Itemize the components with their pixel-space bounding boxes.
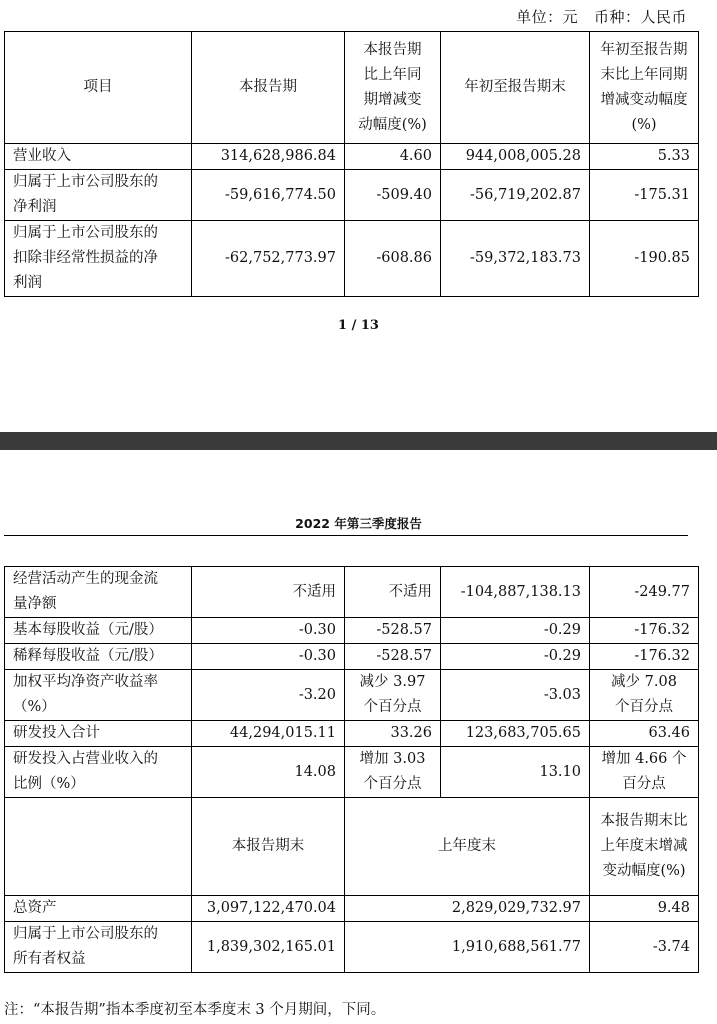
header-item: 项目 [5, 32, 192, 144]
cell-ytd: -3.03 [441, 670, 590, 721]
row-item [5, 670, 192, 721]
financial-table-page2 [4, 566, 699, 973]
cell-current-change [345, 144, 441, 170]
table-body-page1 [5, 144, 699, 297]
cell-line: 个百分点 [363, 776, 422, 792]
cell-line: 动幅度(%) [358, 116, 427, 133]
cell-line: 上年度末增减 [600, 838, 688, 854]
cell-period-end: 1,839,302,165.01 [192, 922, 345, 973]
table-body-page2 [5, 567, 699, 798]
cell-current-change [345, 747, 441, 798]
table-row [5, 747, 699, 798]
row-item [5, 922, 192, 973]
cell-current-change [345, 670, 441, 721]
cell-ytd-change [590, 644, 699, 670]
row-item [5, 170, 192, 221]
cell-line: -190.85 [634, 250, 690, 266]
cell-line: 所有者权益 [13, 951, 86, 967]
cell-period-end: 3,097,122,470.04 [192, 896, 345, 922]
cell-line: 研发投入合计 [13, 725, 100, 741]
cell-line: 净利润 [13, 199, 57, 215]
cell-line: -175.31 [634, 186, 690, 203]
cell-current-period: 314,628,986.84 [192, 144, 345, 170]
cell-current-change [345, 721, 441, 747]
cell-ytd: -59,372,183.73 [441, 221, 590, 297]
table-row [5, 670, 699, 721]
cell-line: 年初至报告期 [600, 41, 688, 58]
row-item [5, 721, 192, 747]
cell-line: 个百分点 [615, 699, 673, 715]
balance-header-prior-year-end: 上年度末 [345, 798, 590, 896]
cell-line: 归属于上市公司股东的 [13, 926, 158, 942]
cell-current-period: 14.08 [192, 747, 345, 798]
cell-line: -528.57 [376, 648, 432, 664]
page-separator [0, 432, 717, 450]
cell-current-change [345, 644, 441, 670]
table-row [5, 221, 699, 297]
row-item [5, 644, 192, 670]
cell-line: 不适用 [388, 583, 432, 600]
cell-line: 末比上年同期 [600, 66, 688, 83]
cell-line: （%） [13, 699, 56, 715]
cell-line: 利润 [13, 275, 42, 291]
cell-ytd: -104,887,138.13 [441, 567, 590, 618]
cell-line: -176.32 [634, 648, 690, 664]
currency-label: 币种：人民币 [593, 8, 687, 26]
cell-line: 本报告期末比 [600, 813, 688, 829]
title-underline [4, 535, 688, 536]
cell-line: -509.40 [376, 186, 432, 203]
row-item [5, 618, 192, 644]
balance-body [5, 896, 699, 973]
cell-line: 9.48 [657, 900, 690, 916]
header-ytd: 年初至报告期末 [441, 32, 590, 144]
header-ytd-change [590, 32, 699, 144]
cell-ytd-change [590, 221, 699, 297]
balance-header-item [5, 798, 192, 896]
report-title: 2022 年第三季度报告 [295, 516, 422, 531]
cell-ytd-change [590, 721, 699, 747]
row-item [5, 144, 192, 170]
cell-ytd: -0.29 [441, 618, 590, 644]
cell-line: 稀释每股收益（元/股） [13, 648, 163, 664]
financial-table-page1 [4, 31, 699, 297]
cell-ytd: -0.29 [441, 644, 590, 670]
balance-header-change [590, 798, 699, 896]
cell-line: 5.33 [657, 148, 690, 164]
cell-line: 减少 3.97 [359, 674, 426, 690]
cell-ytd-change [590, 747, 699, 798]
cell-line: 本报告期 [363, 41, 422, 58]
cell-line: 减少 7.08 [611, 674, 677, 690]
cell-ytd: 123,683,705.65 [441, 721, 590, 747]
cell-line: -608.86 [376, 250, 432, 266]
row-item [5, 747, 192, 798]
page-number: 1 / 13 [338, 318, 379, 333]
cell-line: -249.77 [634, 583, 690, 600]
cell-line: 增加 3.03 [359, 751, 426, 767]
balance-row [5, 896, 699, 922]
cell-ytd-change [590, 144, 699, 170]
cell-ytd: 944,008,005.28 [441, 144, 590, 170]
table-row [5, 644, 699, 670]
cell-balance-change [590, 922, 699, 973]
cell-line: 归属于上市公司股东的 [13, 174, 158, 190]
cell-line: 量净额 [13, 596, 57, 612]
header-current-period: 本报告期 [192, 32, 345, 144]
cell-current-period: -0.30 [192, 644, 345, 670]
cell-current-period: 44,294,015.11 [192, 721, 345, 747]
cell-current-change [345, 618, 441, 644]
cell-line: -3.74 [652, 938, 690, 955]
table-row [5, 170, 699, 221]
cell-line: 变动幅度(%) [602, 863, 686, 879]
cell-current-period: 不适用 [192, 567, 345, 618]
cell-ytd-change [590, 618, 699, 644]
table-row [5, 144, 699, 170]
table-header-row [5, 32, 699, 144]
header-current-change [345, 32, 441, 144]
cell-current-period: -59,616,774.50 [192, 170, 345, 221]
cell-line: 基本每股收益（元/股） [13, 622, 163, 638]
cell-line: 归属于上市公司股东的 [13, 225, 158, 241]
cell-line: 总资产 [13, 900, 57, 916]
table-row [5, 618, 699, 644]
cell-line: 增加 4.66 个 [601, 751, 687, 767]
balance-header-period-end: 本报告期末 [192, 798, 345, 896]
unit-label: 单位：元 [516, 8, 579, 26]
cell-balance-change [590, 896, 699, 922]
cell-line: 4.60 [399, 148, 432, 164]
cell-line: 经营活动产生的现金流 [13, 571, 158, 587]
cell-current-change [345, 567, 441, 618]
cell-ytd-change [590, 567, 699, 618]
cell-line: 期增减变 [363, 91, 422, 108]
cell-current-period: -0.30 [192, 618, 345, 644]
cell-ytd-change [590, 670, 699, 721]
cell-line: 33.26 [390, 725, 432, 741]
cell-line: 63.46 [648, 725, 690, 741]
balance-row [5, 922, 699, 973]
table-row [5, 567, 699, 618]
cell-line: 比例（%） [13, 776, 85, 792]
cell-line: -176.32 [634, 622, 690, 638]
cell-line: 百分点 [622, 776, 666, 792]
cell-current-period: -62,752,773.97 [192, 221, 345, 297]
row-item [5, 221, 192, 297]
cell-ytd: 13.10 [441, 747, 590, 798]
cell-line: 增减变动幅度 [600, 91, 688, 108]
balance-header-row [5, 798, 699, 896]
footnote: 注：“本报告期”指本季度初至本季度末 3 个月期间，下同。 [4, 1002, 386, 1018]
cell-prior-year-end: 2,829,029,732.97 [345, 896, 590, 922]
row-item [5, 896, 192, 922]
cell-current-change [345, 170, 441, 221]
cell-line: 加权平均净资产收益率 [13, 674, 158, 690]
cell-line: 营业收入 [13, 148, 71, 164]
unit-currency-line [516, 6, 687, 27]
table-row [5, 721, 699, 747]
row-item [5, 567, 192, 618]
cell-line: 研发投入占营业收入的 [13, 751, 158, 767]
cell-line: -528.57 [376, 622, 432, 638]
cell-line: 扣除非经常性损益的净 [13, 250, 158, 266]
cell-current-change [345, 221, 441, 297]
cell-line: 个百分点 [363, 699, 422, 715]
cell-prior-year-end: 1,910,688,561.77 [345, 922, 590, 973]
cell-ytd-change [590, 170, 699, 221]
cell-line: (%) [631, 116, 657, 133]
cell-ytd: -56,719,202.87 [441, 170, 590, 221]
cell-current-period: -3.20 [192, 670, 345, 721]
cell-line: 比上年同 [363, 66, 422, 83]
